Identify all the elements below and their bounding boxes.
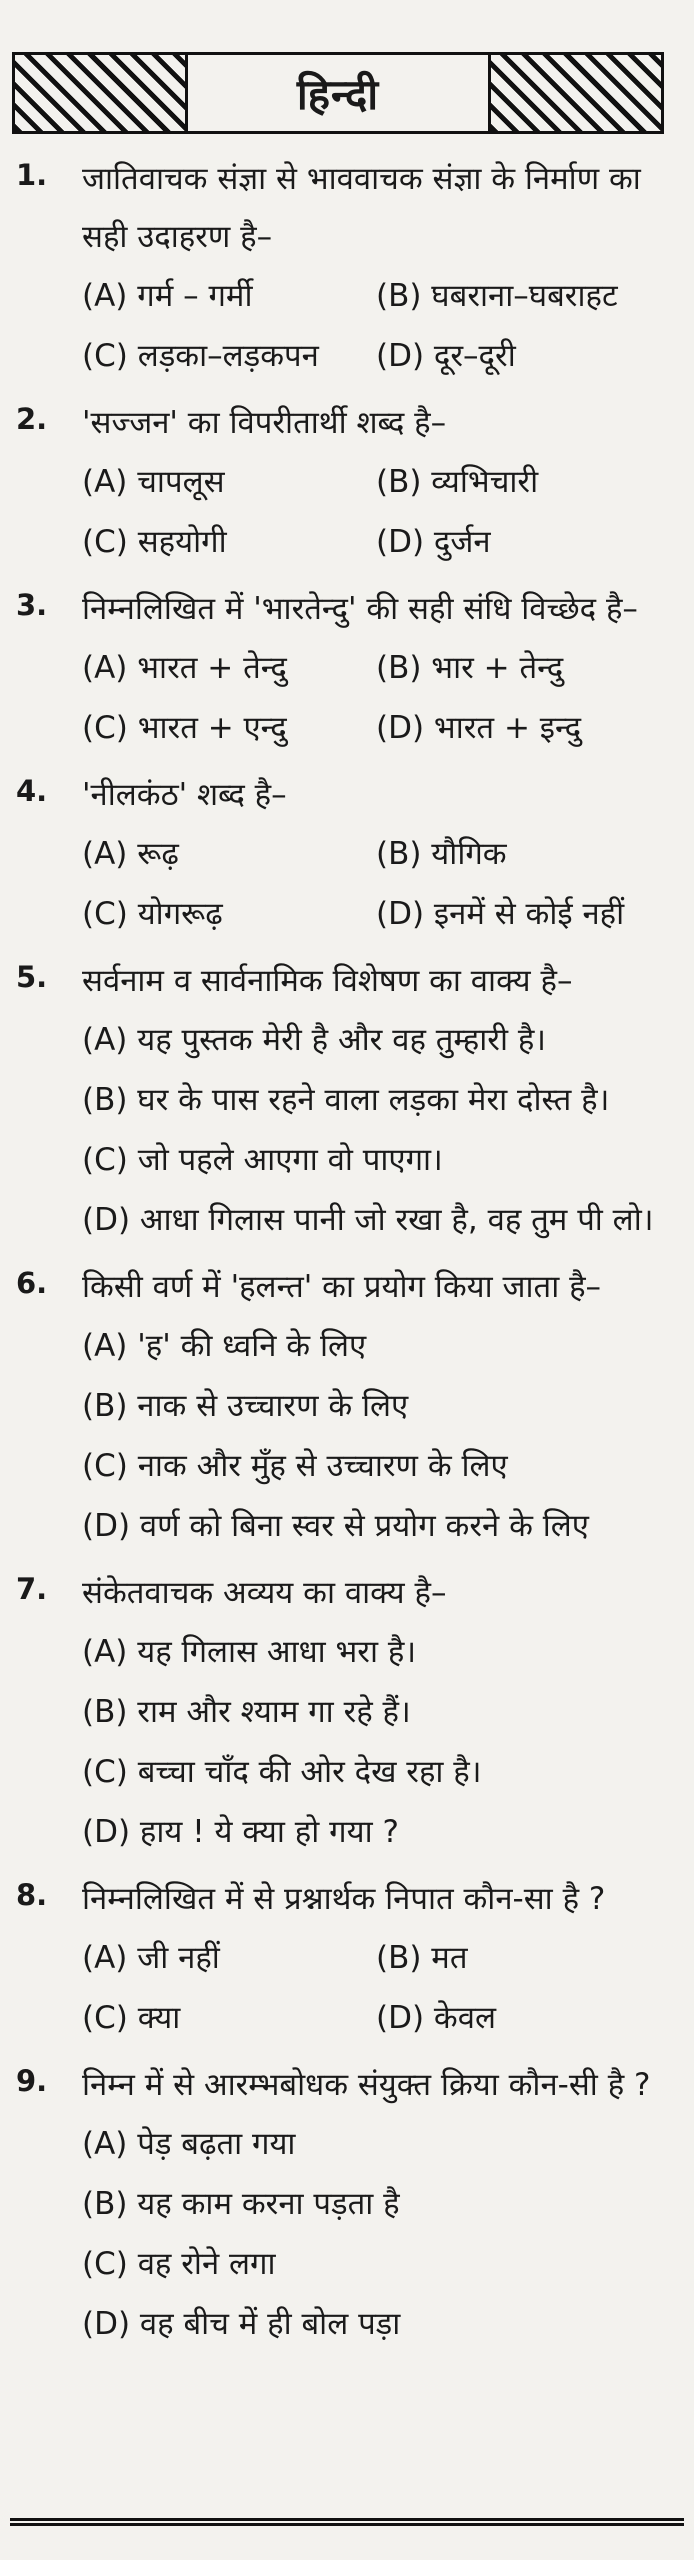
question-number: 9. (16, 2064, 48, 2098)
options (82, 266, 672, 386)
option-c: (C) सहयोगी (82, 524, 227, 560)
options (82, 1928, 672, 2048)
question-number: 7. (16, 1572, 48, 1606)
option-c: (C) क्या (82, 2000, 181, 2036)
option-a: (A) गर्म – गर्मी (82, 278, 253, 314)
option-a: (A) यह पुस्तक मेरी है और वह तुम्हारी है। (82, 1022, 547, 1058)
option-b: (B) यह काम करना पड़ता है (82, 2186, 400, 2222)
question-number: 8. (16, 1878, 48, 1912)
option-c: (C) नाक और मुँह से उच्चारण के लिए (82, 1448, 508, 1484)
question-number: 2. (16, 402, 48, 436)
option-d: (D) वह बीच में ही बोल पड़ा (82, 2306, 401, 2342)
option-b: (B) भार + तेन्दु (376, 650, 564, 686)
option-b: (B) व्यभिचारी (376, 464, 539, 500)
question-7 (0, 1564, 694, 1862)
question-text: संकेतवाचक अव्यय का वाक्य है– (82, 1575, 447, 1611)
question-8 (0, 1870, 694, 2048)
question-text: निम्नलिखित में से प्रश्नार्थक निपात कौन-सा है ? (82, 1881, 606, 1917)
option-d: (D) दूर–दूरी (376, 338, 516, 374)
option-d: (D) आधा गिलास पानी जो रखा है, वह तुम पी लो। (82, 1202, 654, 1238)
option-a: (A) भारत + तेन्दु (82, 650, 287, 686)
section-header (12, 52, 664, 134)
option-d: (D) केवल (376, 2000, 496, 2036)
question-number: 1. (16, 158, 48, 192)
option-d: (D) वर्ण को बिना स्वर से प्रयोग करने के लिए (82, 1508, 589, 1544)
question-number: 3. (16, 588, 48, 622)
question-text: निम्न में से आरम्भबोधक संयुक्त क्रिया कौन-सी है ? (82, 2067, 651, 2103)
option-b: (B) घर के पास रहने वाला लड़का मेरा दोस्त है। (82, 1082, 610, 1118)
question-2 (0, 394, 694, 572)
option-a: (A) 'ह' की ध्वनि के लिए (82, 1328, 367, 1364)
question-text: सर्वनाम व सार्वनामिक विशेषण का वाक्य है– (82, 963, 573, 999)
question-text: 'सज्जन' का विपरीतार्थी शब्द है– (82, 405, 447, 441)
options (82, 1010, 672, 1250)
option-b: (B) नाक से उच्चारण के लिए (82, 1388, 409, 1424)
question-number: 6. (16, 1266, 48, 1300)
option-d: (D) दुर्जन (376, 524, 491, 560)
option-c: (C) लड़का–लड़कपन (82, 338, 319, 374)
question-number: 4. (16, 774, 48, 808)
option-c: (C) योगरूढ़ (82, 896, 223, 932)
question-6 (0, 1258, 694, 1556)
option-c: (C) भारत + एन्दु (82, 710, 287, 746)
option-d: (D) भारत + इन्दु (376, 710, 582, 746)
option-c: (C) जो पहले आएगा वो पाएगा। (82, 1142, 443, 1178)
question-9 (0, 2056, 694, 2354)
option-b: (B) यौगिक (376, 836, 507, 872)
option-a: (A) यह गिलास आधा भरा है। (82, 1634, 417, 1670)
question-4 (0, 766, 694, 944)
option-b: (B) राम और श्याम गा रहे हैं। (82, 1694, 411, 1730)
options (82, 1316, 672, 1556)
question-number: 5. (16, 960, 48, 994)
option-b: (B) घबराना–घबराहट (376, 278, 618, 314)
option-d: (D) इनमें से कोई नहीं (376, 896, 625, 932)
question-5 (0, 952, 694, 1250)
options (82, 824, 672, 944)
option-a: (A) रूढ़ (82, 836, 179, 872)
question-text: किसी वर्ण में 'हलन्त' का प्रयोग किया जाता है– (82, 1269, 602, 1305)
option-b: (B) मत (376, 1940, 468, 1976)
question-text: जातिवाचक संज्ञा से भाववाचक संज्ञा के निर्माण का सही उदाहरण है– (82, 161, 641, 255)
option-c: (C) बच्चा चाँद की ओर देख रहा है। (82, 1754, 482, 1790)
options (82, 452, 672, 572)
option-a: (A) जी नहीं (82, 1940, 220, 1976)
question-text: 'नीलकंठ' शब्द है– (82, 777, 287, 813)
options (82, 638, 672, 758)
question-3 (0, 580, 694, 758)
option-c: (C) वह रोने लगा (82, 2246, 276, 2282)
options (82, 2114, 672, 2354)
question-text: निम्नलिखित में 'भारतेन्दु' की सही संधि विच्छेद है– (82, 591, 638, 627)
option-a: (A) पेड़ बढ़ता गया (82, 2126, 296, 2162)
hatch-pattern-right (488, 55, 661, 131)
option-a: (A) चापलूस (82, 464, 225, 500)
section-title: हिन्दी (296, 69, 380, 119)
question-list (0, 150, 694, 2362)
question-1 (0, 150, 694, 386)
hatch-pattern-left (15, 55, 188, 131)
option-d: (D) हाय ! ये क्या हो गया ? (82, 1814, 399, 1850)
bottom-divider (10, 2518, 684, 2526)
options (82, 1622, 672, 1862)
